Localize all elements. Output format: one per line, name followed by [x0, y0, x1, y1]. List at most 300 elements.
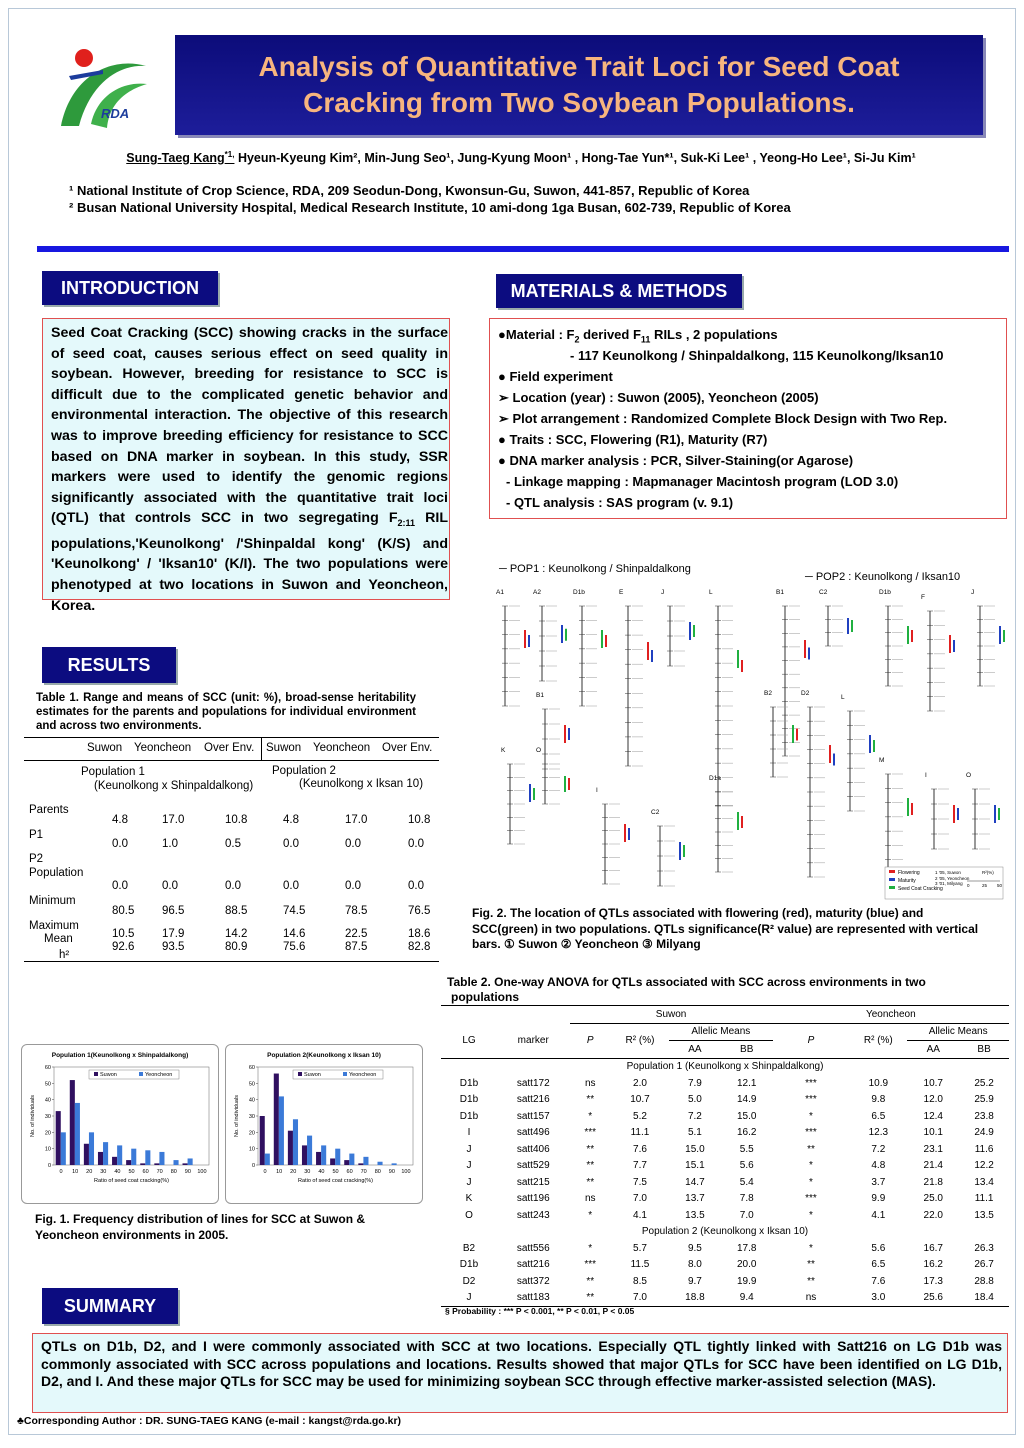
- t1-cell-min-3: 0.0: [283, 880, 299, 892]
- y-tick-label: 20: [248, 1130, 255, 1137]
- lead-author: [126, 151, 234, 165]
- t1-cell-min-2: 0.0: [225, 880, 241, 892]
- table2-cell: **: [586, 1143, 595, 1155]
- qtl-bar: [737, 812, 739, 830]
- t1-cell-mean-5: 18.6: [408, 928, 431, 940]
- introduction-text: [51, 323, 448, 616]
- table2-cell: satt529: [516, 1160, 550, 1172]
- table2-cell: 10.9: [868, 1077, 889, 1089]
- qtl-bar: [651, 650, 653, 662]
- x-tick-label: 90: [388, 1169, 395, 1175]
- table2-cell: 9.7: [687, 1275, 702, 1287]
- y-tick-label: 60: [248, 1065, 255, 1071]
- x-tick-label: 40: [114, 1169, 121, 1175]
- y-axis-label: No. of individuals: [30, 1095, 36, 1137]
- t1-pop1: Population 1: [81, 766, 145, 778]
- bar-yeoncheon-70: [159, 1152, 164, 1165]
- table2-cell: Suwon: [570, 1006, 773, 1024]
- table2-row: [441, 1092, 1009, 1109]
- t1-pop2-sub: (Keunolkong x Iksan 10): [299, 778, 424, 790]
- table2-cell: 25.6: [923, 1292, 943, 1304]
- affiliation-2: ² Busan National University Hospital, Medical Research Institute, 10 ami-dong 1ga Busan, 602-739, Republic of Korea: [69, 200, 791, 215]
- t1-label-max: Maximum: [29, 920, 79, 932]
- chart-pop2: [226, 1045, 422, 1203]
- table2-row: [441, 1191, 1009, 1208]
- methods-material-line: [498, 327, 778, 345]
- bar-suwon-10: [70, 1080, 75, 1165]
- table2-cell: AA: [926, 1043, 940, 1055]
- table2-cell: 5.4: [739, 1176, 754, 1188]
- table2-cell: 3.7: [871, 1176, 886, 1188]
- t1-cell-p2-3: 0.0: [283, 838, 299, 850]
- bar-suwon-40: [316, 1152, 321, 1165]
- t1-cell-mean-0: 10.5: [112, 928, 135, 940]
- title-line-2: Cracking from Two Soybean Populations.: [303, 87, 855, 118]
- t1-cell-p2-5: 0.0: [408, 838, 424, 850]
- lead-author-name: Sung-Taeg Kang: [126, 151, 225, 166]
- lg-label-pop2: D2: [801, 690, 810, 697]
- table2-cell: satt196: [516, 1193, 550, 1205]
- table2-cell: satt556: [516, 1242, 550, 1254]
- table2-row: [441, 1108, 1009, 1125]
- table2-cell: 7.2: [871, 1143, 886, 1155]
- table2-row: [441, 1273, 1009, 1290]
- table2-cell: **: [586, 1094, 595, 1106]
- t1-cell-max-1: 96.5: [162, 905, 185, 917]
- x-tick-label: 10: [276, 1169, 283, 1175]
- chart-title: Population 2(Keunolkong x Iksan 10): [267, 1052, 381, 1059]
- other-authors: Hyeun-Kyeung Kim², Min-Jung Seo¹, Jung-Kyung Moon¹ , Hong-Tae Yun*¹, Suk-Ki Lee¹ , Yeong-Ho Lee¹, Si-Ju Kim¹: [237, 151, 916, 166]
- table2-cell: 4.1: [633, 1209, 647, 1221]
- qtl-bar: [529, 784, 531, 802]
- fig2-legend: [885, 867, 1003, 899]
- t1-label-min: Minimum: [29, 895, 76, 907]
- table2-cell: 25.9: [974, 1094, 994, 1106]
- table2-cell: BB: [977, 1043, 991, 1055]
- table1-body: [24, 761, 439, 961]
- table2-cell: O: [465, 1209, 473, 1221]
- table2-cell: 5.7: [633, 1242, 647, 1254]
- t1-cell-h2-2: 80.9: [225, 941, 248, 953]
- chart-pop1-frame: [21, 1044, 219, 1204]
- table2-cell: **: [586, 1160, 595, 1172]
- methods-line-7: - Linkage mapping : Mapmanager Macintosh program (LOD 3.0): [506, 474, 899, 489]
- bar-suwon-50: [330, 1158, 335, 1165]
- t1-cell-p1-3: 4.8: [283, 814, 299, 826]
- qtl-bar: [601, 630, 603, 648]
- y-tick-label: 20: [44, 1130, 51, 1137]
- y-tick-label: 30: [248, 1114, 255, 1120]
- chart-title: Population 1(Keunolkong x Shinpaldalkong): [51, 1052, 189, 1059]
- y-tick-label: 50: [44, 1081, 51, 1088]
- rda-logo-icon: [51, 36, 151, 136]
- t1-cell-mean-4: 22.5: [345, 928, 368, 940]
- table2-cell: 24.9: [974, 1127, 994, 1139]
- qtl-bar: [833, 754, 835, 766]
- table2-cell: 9.4: [739, 1292, 754, 1304]
- t1-cell-h2-0: 92.6: [112, 941, 135, 953]
- table2-row: [441, 1075, 1009, 1092]
- bar-yeoncheon-90: [392, 1163, 397, 1165]
- t1-cell-h2-4: 87.5: [345, 941, 368, 953]
- table2-cell: satt496: [516, 1127, 550, 1139]
- legend-swatch-maturity: [889, 878, 895, 881]
- table2-cell: *: [588, 1242, 593, 1254]
- table2-cell: P: [586, 1035, 594, 1046]
- summary-text: QTLs on D1b, D2, and I were commonly associated with SCC at two locations. Especially QTL tightly linked with Satt216 on LG D1b was commonly associated with SCC across populations and locations. Results showed that major QTLs for SCC have been identified on LG D1b, D2, and I. And these major QTLs for SCC may be used for minimizing soybean SCC through effective marker-assisted selection (MAS).: [41, 1338, 1002, 1390]
- table1: [24, 737, 439, 962]
- table2-cell: 9.8: [871, 1094, 886, 1106]
- x-tick-label: 50: [332, 1169, 339, 1175]
- title-line-1: Analysis of Quantitative Trait Loci for Seed Coat: [258, 51, 900, 82]
- author-list: [49, 150, 993, 165]
- table2-cell: 16.7: [923, 1242, 943, 1254]
- table2-cell: satt406: [516, 1143, 550, 1155]
- table2-cell: *: [809, 1160, 813, 1172]
- table2-cell: satt157: [516, 1110, 550, 1122]
- bar-yeoncheon-50: [131, 1149, 136, 1165]
- table2-row: [441, 1257, 1009, 1274]
- table2-row: [441, 1207, 1009, 1224]
- t1-cell-p1-0: 4.8: [112, 814, 128, 826]
- bar-suwon-10: [274, 1074, 279, 1165]
- table2-cell: 15.1: [685, 1160, 705, 1172]
- table2-cell: 26.7: [974, 1259, 994, 1271]
- t1-cell-h2-3: 75.6: [283, 941, 306, 953]
- table2-cell: 15.0: [685, 1143, 705, 1155]
- table2-cell: K: [465, 1193, 473, 1205]
- y-tick-label: 0: [251, 1163, 255, 1169]
- t1-h-suwon1: Suwon: [87, 742, 123, 754]
- table2-cell: 13.5: [974, 1209, 994, 1221]
- x-tick-label: 20: [290, 1169, 297, 1175]
- qtl-bar: [804, 640, 806, 658]
- table2-cell: 23.1: [923, 1143, 943, 1155]
- table2-cell: **: [586, 1275, 595, 1287]
- table2-cell: **: [586, 1292, 595, 1304]
- y-tick-label: 0: [47, 1163, 51, 1169]
- table2-cell: 20.0: [736, 1259, 757, 1271]
- intro-text-part1: Seed Coat Cracking (SCC) showing cracks in the surface of seed coat, causes serious effect on seed quality in soybean. However, breeding for resistance to SCC is difficult due to the complicated genetic behavior and environmental interaction. The objective of this research was to improve breeding efficiency for resistance to SCC based on DNA marker in soybean. In this study, SSR markers were used to identify the genomic regions significantly associated with the quantitative trait loci (QTL) that controls SCC in two segregating F: [51, 325, 448, 527]
- x-tick-label: 90: [184, 1169, 191, 1175]
- qtl-bar: [605, 635, 607, 647]
- table2-cell: J: [466, 1160, 472, 1172]
- x-tick-label: 60: [346, 1169, 353, 1175]
- table2-cell: 11.5: [630, 1259, 650, 1271]
- x-tick-label: 20: [86, 1169, 93, 1175]
- table2-cell: 7.8: [739, 1193, 754, 1205]
- table2: [441, 1005, 1009, 1307]
- table2-cell: marker: [517, 1034, 549, 1046]
- table2-cell: ns: [584, 1077, 596, 1089]
- t1-cell-p1-2: 10.8: [225, 814, 248, 826]
- t1-cell-mean-3: 14.6: [283, 928, 306, 940]
- qtl-bar: [953, 805, 955, 823]
- table2-cell: 12.3: [868, 1127, 889, 1139]
- t1-cell-p2-2: 0.5: [225, 838, 241, 850]
- y-tick-label: 10: [248, 1146, 255, 1153]
- table2-cell: D2: [462, 1275, 476, 1287]
- table2-cell: D1b: [459, 1259, 479, 1271]
- qtl-bar: [1003, 630, 1005, 642]
- table2-cell: 12.1: [736, 1077, 757, 1089]
- legend-scale: 0: [967, 883, 970, 888]
- table2-pop1-label: [441, 1058, 1009, 1075]
- table2-cell: LG: [462, 1034, 476, 1046]
- table2-pop2-label: [441, 1224, 1009, 1241]
- table2-cell: 11.6: [974, 1143, 994, 1155]
- bar-suwon-70: [154, 1163, 159, 1165]
- bar-yeoncheon-80: [377, 1162, 382, 1165]
- qtl-bar: [869, 735, 871, 753]
- qtl-bar: [907, 798, 909, 816]
- bar-yeoncheon-60: [145, 1150, 150, 1165]
- table2-cell: 9.5: [687, 1242, 702, 1254]
- lg-label-pop1: A1: [496, 589, 504, 596]
- t1-label-h2: h²: [59, 949, 70, 961]
- table2-cell: B2: [462, 1242, 476, 1254]
- table2-cell: satt216: [516, 1094, 550, 1106]
- lg-label-pop2: L: [841, 694, 845, 701]
- qtl-bar: [568, 728, 570, 740]
- methods-line-4: ➢ Plot arrangement : Randomized Complete Block Design with Two Rep.: [498, 411, 948, 426]
- table2-cell: 17.3: [923, 1275, 943, 1287]
- qtl-bar: [689, 622, 691, 640]
- y-tick-label: 50: [248, 1081, 255, 1088]
- table2-footnote: § Probability : *** P < 0.001, ** P < 0.01, P < 0.05: [445, 1306, 635, 1316]
- lg-label-pop2: J: [971, 589, 975, 596]
- qtl-bar: [796, 729, 798, 741]
- table2-cell: Population 2 (Keunolkong x Iksan 10): [641, 1226, 809, 1238]
- table2-row: [441, 1240, 1009, 1257]
- bar-yeoncheon-40: [321, 1145, 326, 1165]
- results-heading: RESULTS: [42, 647, 176, 683]
- legend-scale: 50: [997, 883, 1003, 888]
- x-tick-label: 100: [197, 1169, 207, 1175]
- bar-yeoncheon-70: [363, 1157, 368, 1165]
- lg-label-pop1: E: [619, 589, 624, 596]
- table2-cell: 23.8: [974, 1110, 994, 1122]
- table2-cell: 7.6: [871, 1275, 886, 1287]
- methods-line-6: ● DNA marker analysis : PCR, Silver-Staining(or Agarose): [498, 453, 854, 468]
- table2-cell: Population 1 (Keunolkong x Shinpaldalkong): [626, 1061, 824, 1073]
- table2-cell: P: [807, 1035, 815, 1046]
- table2-cell: 10.7: [923, 1077, 943, 1089]
- t1-label-population: Population: [29, 867, 84, 879]
- y-tick-label: 30: [44, 1114, 51, 1120]
- qtl-bar: [808, 648, 810, 660]
- legend-scale: 25: [982, 883, 988, 888]
- t1-label-parents: Parents: [29, 804, 69, 816]
- methods-line-5: ● Traits : SCC, Flowering (R1), Maturity (R7): [498, 432, 768, 447]
- poster: [8, 8, 1016, 1435]
- table2-cell: 25.0: [923, 1193, 943, 1205]
- x-axis-label: Ratio of seed coat cracking(%): [94, 1178, 169, 1184]
- qtl-bar: [564, 725, 566, 743]
- qtl-bar: [693, 625, 695, 637]
- table2-cell: 6.5: [871, 1259, 886, 1271]
- x-tick-label: 60: [142, 1169, 149, 1175]
- legend-swatch: [139, 1072, 143, 1076]
- qtl-bar: [528, 635, 530, 647]
- t1-cell-p1-4: 17.0: [345, 814, 368, 826]
- lead-author-sup: *1,: [224, 150, 235, 159]
- qtl-bar: [647, 642, 649, 660]
- legend-swatch-scc: [889, 886, 895, 889]
- bar-yeoncheon-60: [349, 1154, 354, 1165]
- table2-cell: 7.0: [633, 1193, 647, 1205]
- methods-heading: MATERIALS & METHODS: [496, 274, 742, 308]
- table2-cell: BB: [740, 1043, 754, 1055]
- table2-cell: ***: [584, 1259, 597, 1271]
- qtl-bar: [957, 808, 959, 820]
- x-tick-label: 70: [360, 1169, 367, 1175]
- bar-yeoncheon-10: [279, 1096, 284, 1165]
- bar-yeoncheon-0: [61, 1132, 66, 1165]
- legend-label: Yeoncheon: [145, 1072, 173, 1078]
- qtl-bar: [737, 650, 739, 668]
- table2-cell: 18.4: [974, 1292, 994, 1304]
- table2-cell: 6.5: [871, 1110, 886, 1122]
- y-tick-label: 40: [44, 1097, 51, 1104]
- table2-caption-line2: populations: [451, 990, 519, 1004]
- table2-cell: 21.4: [923, 1160, 943, 1172]
- table2-cell: 5.6: [871, 1242, 886, 1254]
- table2-cell: *: [588, 1209, 593, 1221]
- table2-cell: 5.5: [739, 1143, 754, 1155]
- table2-cell: satt172: [516, 1077, 550, 1089]
- table2-cell: 12.2: [974, 1160, 994, 1172]
- t1-cell-min-5: 0.0: [408, 880, 424, 892]
- table2-cell: 28.8: [974, 1275, 994, 1287]
- table2-cell: 16.2: [923, 1259, 943, 1271]
- lg-label-pop2: B2: [764, 690, 772, 697]
- table2-cell: 25.2: [974, 1077, 994, 1089]
- methods-line-8: - QTL analysis : SAS program (v. 9.1): [506, 495, 734, 510]
- qtl-bar: [741, 660, 743, 672]
- qtl-bar: [568, 778, 570, 790]
- material-sub2: 11: [640, 334, 651, 345]
- chart-pop2-frame: [225, 1044, 423, 1204]
- table1-bottom-rule: [24, 961, 439, 962]
- table2-cell: ***: [805, 1094, 817, 1106]
- table2-cell: 26.3: [974, 1242, 994, 1254]
- lg-label-pop1: O: [536, 747, 542, 754]
- lg-label-pop2: M: [879, 757, 885, 764]
- legend-label: Suwon: [304, 1072, 321, 1078]
- lg-label-pop1: K: [501, 747, 506, 754]
- t1-h-over2: Over Env.: [382, 742, 433, 754]
- table2-cell: *: [809, 1242, 813, 1254]
- y-tick-label: 60: [44, 1065, 51, 1071]
- qtl-bar: [624, 824, 626, 842]
- qtl-bar: [829, 745, 831, 763]
- bar-yeoncheon-80: [173, 1160, 178, 1165]
- table2-cell: 11.1: [630, 1127, 650, 1139]
- lg-label-pop1: I: [596, 787, 598, 794]
- linkage-map-figure: [485, 584, 1005, 902]
- table2-cell: 19.9: [736, 1275, 757, 1287]
- introduction-panel: [42, 318, 450, 614]
- bar-suwon-70: [358, 1163, 363, 1165]
- legend-label: Yeoncheon: [349, 1072, 377, 1078]
- table2-caption: [447, 975, 926, 1005]
- qtl-bar: [679, 842, 681, 860]
- lg-label-pop1: C2: [651, 809, 660, 816]
- table2-cell: 5.6: [739, 1160, 754, 1172]
- introduction-heading: INTRODUCTION: [42, 271, 218, 305]
- table2-cell: 7.7: [633, 1160, 647, 1172]
- table2-cell: 4.1: [871, 1209, 886, 1221]
- table2-cell: 5.2: [633, 1110, 647, 1122]
- legend-swatch: [343, 1072, 347, 1076]
- methods-line-2: ● Field experiment: [498, 369, 613, 384]
- x-tick-label: 0: [263, 1169, 267, 1175]
- table2-cell: *: [588, 1110, 593, 1122]
- table2-cell: I: [467, 1127, 471, 1139]
- lg-label-pop1: B1: [536, 692, 544, 699]
- bar-suwon-60: [140, 1163, 145, 1165]
- table2-row: [441, 1125, 1009, 1142]
- qtl-bar: [561, 625, 563, 643]
- t1-cell-min-4: 0.0: [345, 880, 361, 892]
- material-sub1: 2: [574, 334, 580, 345]
- table2-cell: ***: [805, 1077, 817, 1089]
- table2-cell: J: [466, 1292, 472, 1304]
- qtl-bar: [998, 808, 1000, 820]
- t1-cell-h2-5: 82.8: [408, 941, 431, 953]
- lg-label-pop1: D1a: [709, 775, 721, 782]
- t1-label-p2: P2: [29, 853, 44, 865]
- lg-label-pop1: J: [661, 589, 665, 596]
- t1-cell-max-3: 74.5: [283, 905, 306, 917]
- table2-cell: Allelic Means: [669, 1023, 773, 1041]
- table2-cell: ns: [805, 1292, 817, 1304]
- table2-cell: 9.9: [871, 1193, 886, 1205]
- pop2-label: ─ POP2 : Keunolkong / Iksan10: [805, 571, 961, 583]
- table2-cell: 5.1: [687, 1127, 702, 1139]
- corresponding-author: ♣Corresponding Author : DR. SUNG-TAEG KANG (e-mail : kangst@rda.go.kr): [17, 1415, 402, 1427]
- qtl-bar: [628, 828, 630, 840]
- legend-scc: Seed Coat Cracking: [898, 886, 943, 892]
- qtl-bar: [999, 626, 1001, 644]
- t1-cell-p1-5: 10.8: [408, 814, 431, 826]
- t1-h-yeon2: Yeoncheon: [313, 742, 371, 754]
- bar-suwon-0: [260, 1116, 265, 1165]
- bar-suwon-50: [126, 1160, 131, 1165]
- legend-flowering: Flowering: [898, 870, 920, 876]
- legend-sites2: 2 '05, Yeoncheon: [935, 876, 970, 881]
- t1-h-suwon2: Suwon: [266, 742, 302, 754]
- table2-cell: **: [586, 1176, 595, 1188]
- table2-cell: 22.0: [923, 1209, 943, 1221]
- t1-cell-max-4: 78.5: [345, 905, 368, 917]
- t1-cell-min-1: 0.0: [162, 880, 178, 892]
- x-tick-label: 30: [100, 1169, 107, 1175]
- table2-cell: 7.5: [633, 1176, 647, 1188]
- table1-header: [24, 737, 439, 761]
- table2-row: [441, 1290, 1009, 1307]
- lg-label-pop1: A2: [533, 589, 541, 596]
- legend-sites3: 3 '01, Milyang: [935, 881, 963, 886]
- table2-cell: satt372: [516, 1275, 550, 1287]
- material-c: RILs , 2 populations: [650, 327, 778, 342]
- table2-cell: 10.1: [923, 1127, 943, 1139]
- t1-label-mean: Mean: [44, 933, 73, 945]
- table2-cell: J: [466, 1143, 472, 1155]
- table2-cell: 12.4: [923, 1110, 943, 1122]
- table2-cell: 21.8: [923, 1176, 943, 1188]
